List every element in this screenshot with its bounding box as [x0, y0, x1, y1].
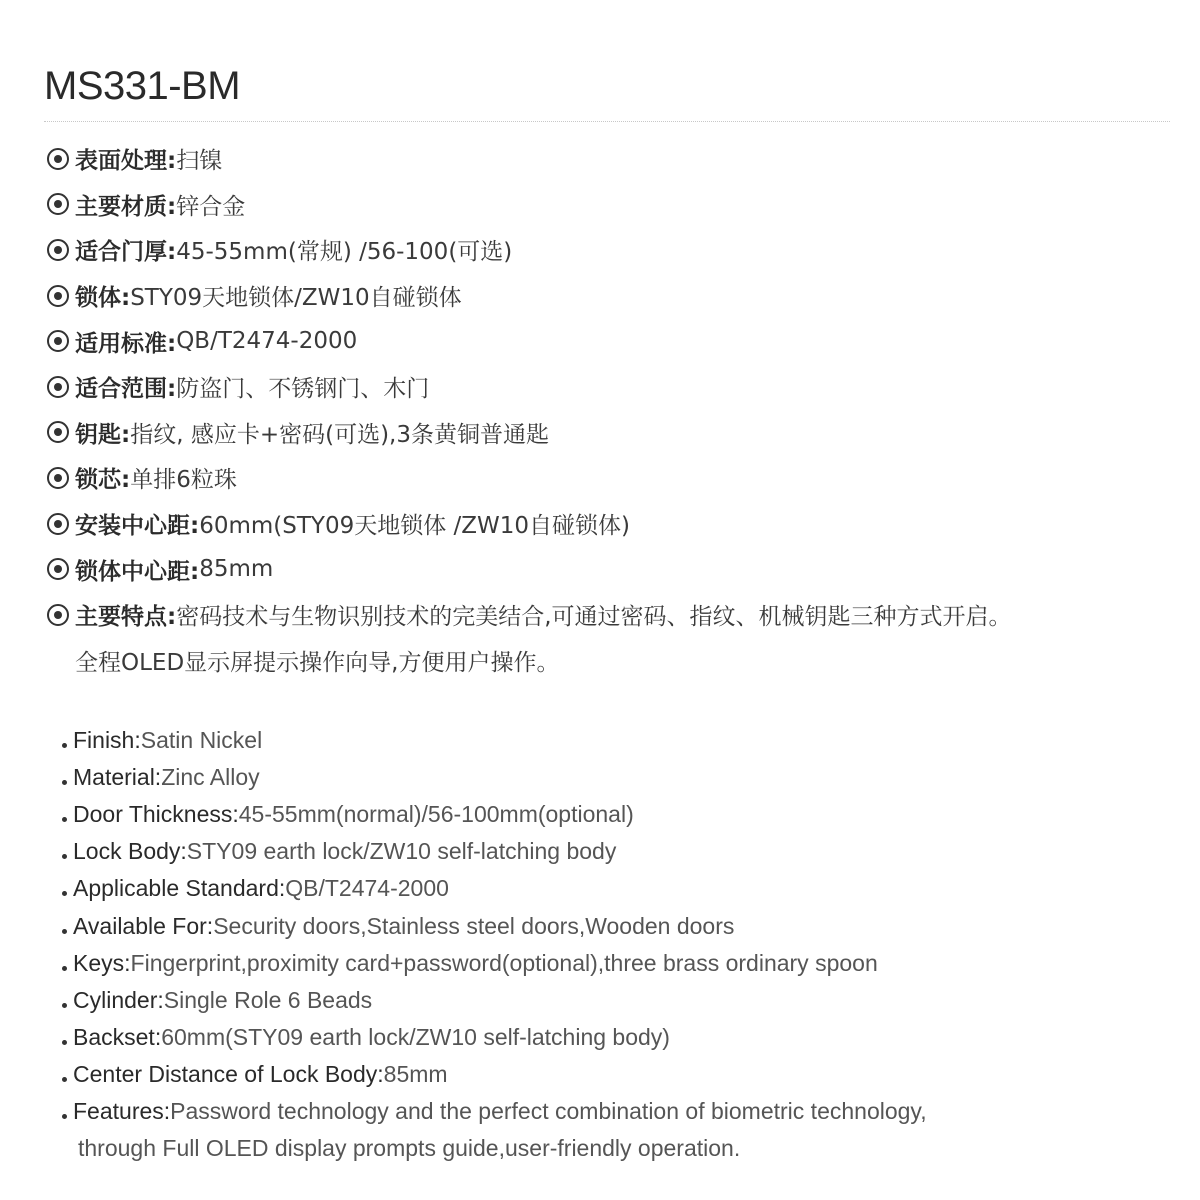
- key-icon: [47, 421, 69, 443]
- cylinder-icon: [47, 467, 69, 489]
- en-label: Center Distance of Lock Body:: [73, 1060, 384, 1087]
- en-value: Password technology and the perfect combination of biometric technology,: [170, 1097, 927, 1124]
- spec-label: 锁芯:: [75, 467, 131, 494]
- bullet-icon: [62, 743, 67, 748]
- en-label: Material:: [73, 764, 162, 791]
- en-value: Fingerprint,proximity card+password(optional),three brass ordinary spoon: [130, 949, 878, 976]
- en-row-center-distance: [62, 1056, 927, 1093]
- spec-value: STY09天地锁体/ZW10自碰锁体: [130, 285, 462, 312]
- spec-value: QB/T2474-2000: [176, 328, 358, 355]
- spec-row-keys: [47, 410, 1187, 456]
- en-value: 60mm(STY09 earth lock/ZW10 self-latching body): [161, 1023, 670, 1050]
- spec-label: 表面处理:: [75, 148, 177, 175]
- en-row-door-thickness: [62, 796, 927, 833]
- en-features-continuation: through Full OLED display prompts guide,user-friendly operation.: [78, 1135, 741, 1162]
- spec-row-features: [47, 592, 1187, 638]
- en-label: Available For:: [73, 912, 214, 939]
- en-row-cylinder: [62, 982, 927, 1019]
- bullet-icon: [62, 1040, 67, 1045]
- en-value: Satin Nickel: [140, 727, 263, 754]
- en-row-standard: [62, 870, 927, 907]
- center-distance-icon: [47, 558, 69, 580]
- spec-value: 锌合金: [176, 193, 246, 220]
- spec-label: 适合范围:: [75, 376, 177, 403]
- backset-icon: [47, 513, 69, 535]
- spec-value: 密码技术与生物识别技术的完美结合,可通过密码、指纹、机械钥匙三种方式开启。: [176, 604, 1012, 631]
- spec-row-standard: [47, 318, 1187, 364]
- en-label: Applicable Standard:: [73, 875, 286, 902]
- en-label: Lock Body:: [73, 838, 187, 865]
- en-row-material: [62, 759, 927, 796]
- en-row-keys: [62, 945, 927, 982]
- en-label: Backset:: [73, 1023, 162, 1050]
- features-icon: [47, 604, 69, 626]
- spec-row-cylinder: [47, 455, 1187, 501]
- spec-label: 主要材质:: [75, 193, 177, 220]
- spec-label: 适合门厚:: [75, 239, 177, 266]
- en-label: Finish:: [73, 727, 141, 754]
- en-value: Single Role 6 Beads: [163, 986, 373, 1013]
- lock-body-icon: [47, 285, 69, 307]
- spec-value: 指纹, 感应卡+密码(可选),3条黄铜普通匙: [130, 421, 549, 448]
- spec-row-door-thickness: [47, 227, 1187, 273]
- bullet-icon: [62, 1114, 67, 1119]
- en-value: STY09 earth lock/ZW10 self-latching body: [186, 838, 617, 865]
- spec-features-continuation: 全程OLED显示屏提示操作向导,方便用户操作。: [75, 649, 560, 676]
- spec-value: 扫镍: [176, 148, 223, 175]
- en-row-available-for: [62, 907, 927, 944]
- scope-icon: [47, 376, 69, 398]
- spec-row-center-distance: [47, 546, 1187, 592]
- material-icon: [47, 193, 69, 215]
- spec-value: 单排6粒珠: [130, 467, 237, 494]
- spec-value: 45-55mm(常规) /56-100(可选): [176, 239, 513, 266]
- en-label: Door Thickness:: [73, 801, 239, 828]
- en-row-finish: [62, 722, 927, 759]
- en-row-lock-body: [62, 833, 927, 870]
- spec-label: 钥匙:: [75, 421, 131, 448]
- spec-label: 锁体中心距:: [75, 558, 200, 585]
- en-value: 85mm: [383, 1060, 448, 1087]
- product-title: MS331-BM: [44, 64, 241, 108]
- bullet-icon: [62, 1003, 67, 1008]
- spec-value: 60mm(STY09天地锁体 /ZW10自碰锁体): [199, 513, 631, 540]
- en-value: QB/T2474-2000: [285, 875, 449, 902]
- bullet-icon: [62, 1077, 67, 1082]
- bullet-icon: [62, 891, 67, 896]
- en-label: Cylinder:: [73, 986, 164, 1013]
- door-thickness-icon: [47, 239, 69, 261]
- spec-row-material: [47, 182, 1187, 228]
- spec-label: 锁体:: [75, 285, 131, 312]
- en-label: Features:: [73, 1097, 171, 1124]
- spec-label: 适用标准:: [75, 330, 177, 357]
- spec-list-cn: [47, 136, 1187, 683]
- en-value: Zinc Alloy: [161, 764, 260, 791]
- en-value: Security doors,Stainless steel doors,Wooden doors: [213, 912, 735, 939]
- bullet-icon: [62, 817, 67, 822]
- spec-list-en: [62, 722, 927, 1167]
- bullet-icon: [62, 929, 67, 934]
- bullet-icon: [62, 780, 67, 785]
- spec-row-lock-body: [47, 273, 1187, 319]
- bullet-icon: [62, 854, 67, 859]
- spec-row-backset: [47, 501, 1187, 547]
- en-row-features: [62, 1093, 927, 1130]
- standard-icon: [47, 330, 69, 352]
- finish-icon: [47, 148, 69, 170]
- bullet-icon: [62, 966, 67, 971]
- spec-label: 安装中心距:: [75, 513, 200, 540]
- spec-row-finish: [47, 136, 1187, 182]
- en-value: 45-55mm(normal)/56-100mm(optional): [238, 801, 634, 828]
- spec-value: 85mm: [199, 556, 274, 583]
- title-divider: [44, 121, 1170, 122]
- spec-label: 主要特点:: [75, 604, 177, 631]
- en-label: Keys:: [73, 949, 131, 976]
- spec-value: 防盗门、不锈钢门、木门: [176, 376, 430, 403]
- en-row-backset: [62, 1019, 927, 1056]
- spec-row-scope: [47, 364, 1187, 410]
